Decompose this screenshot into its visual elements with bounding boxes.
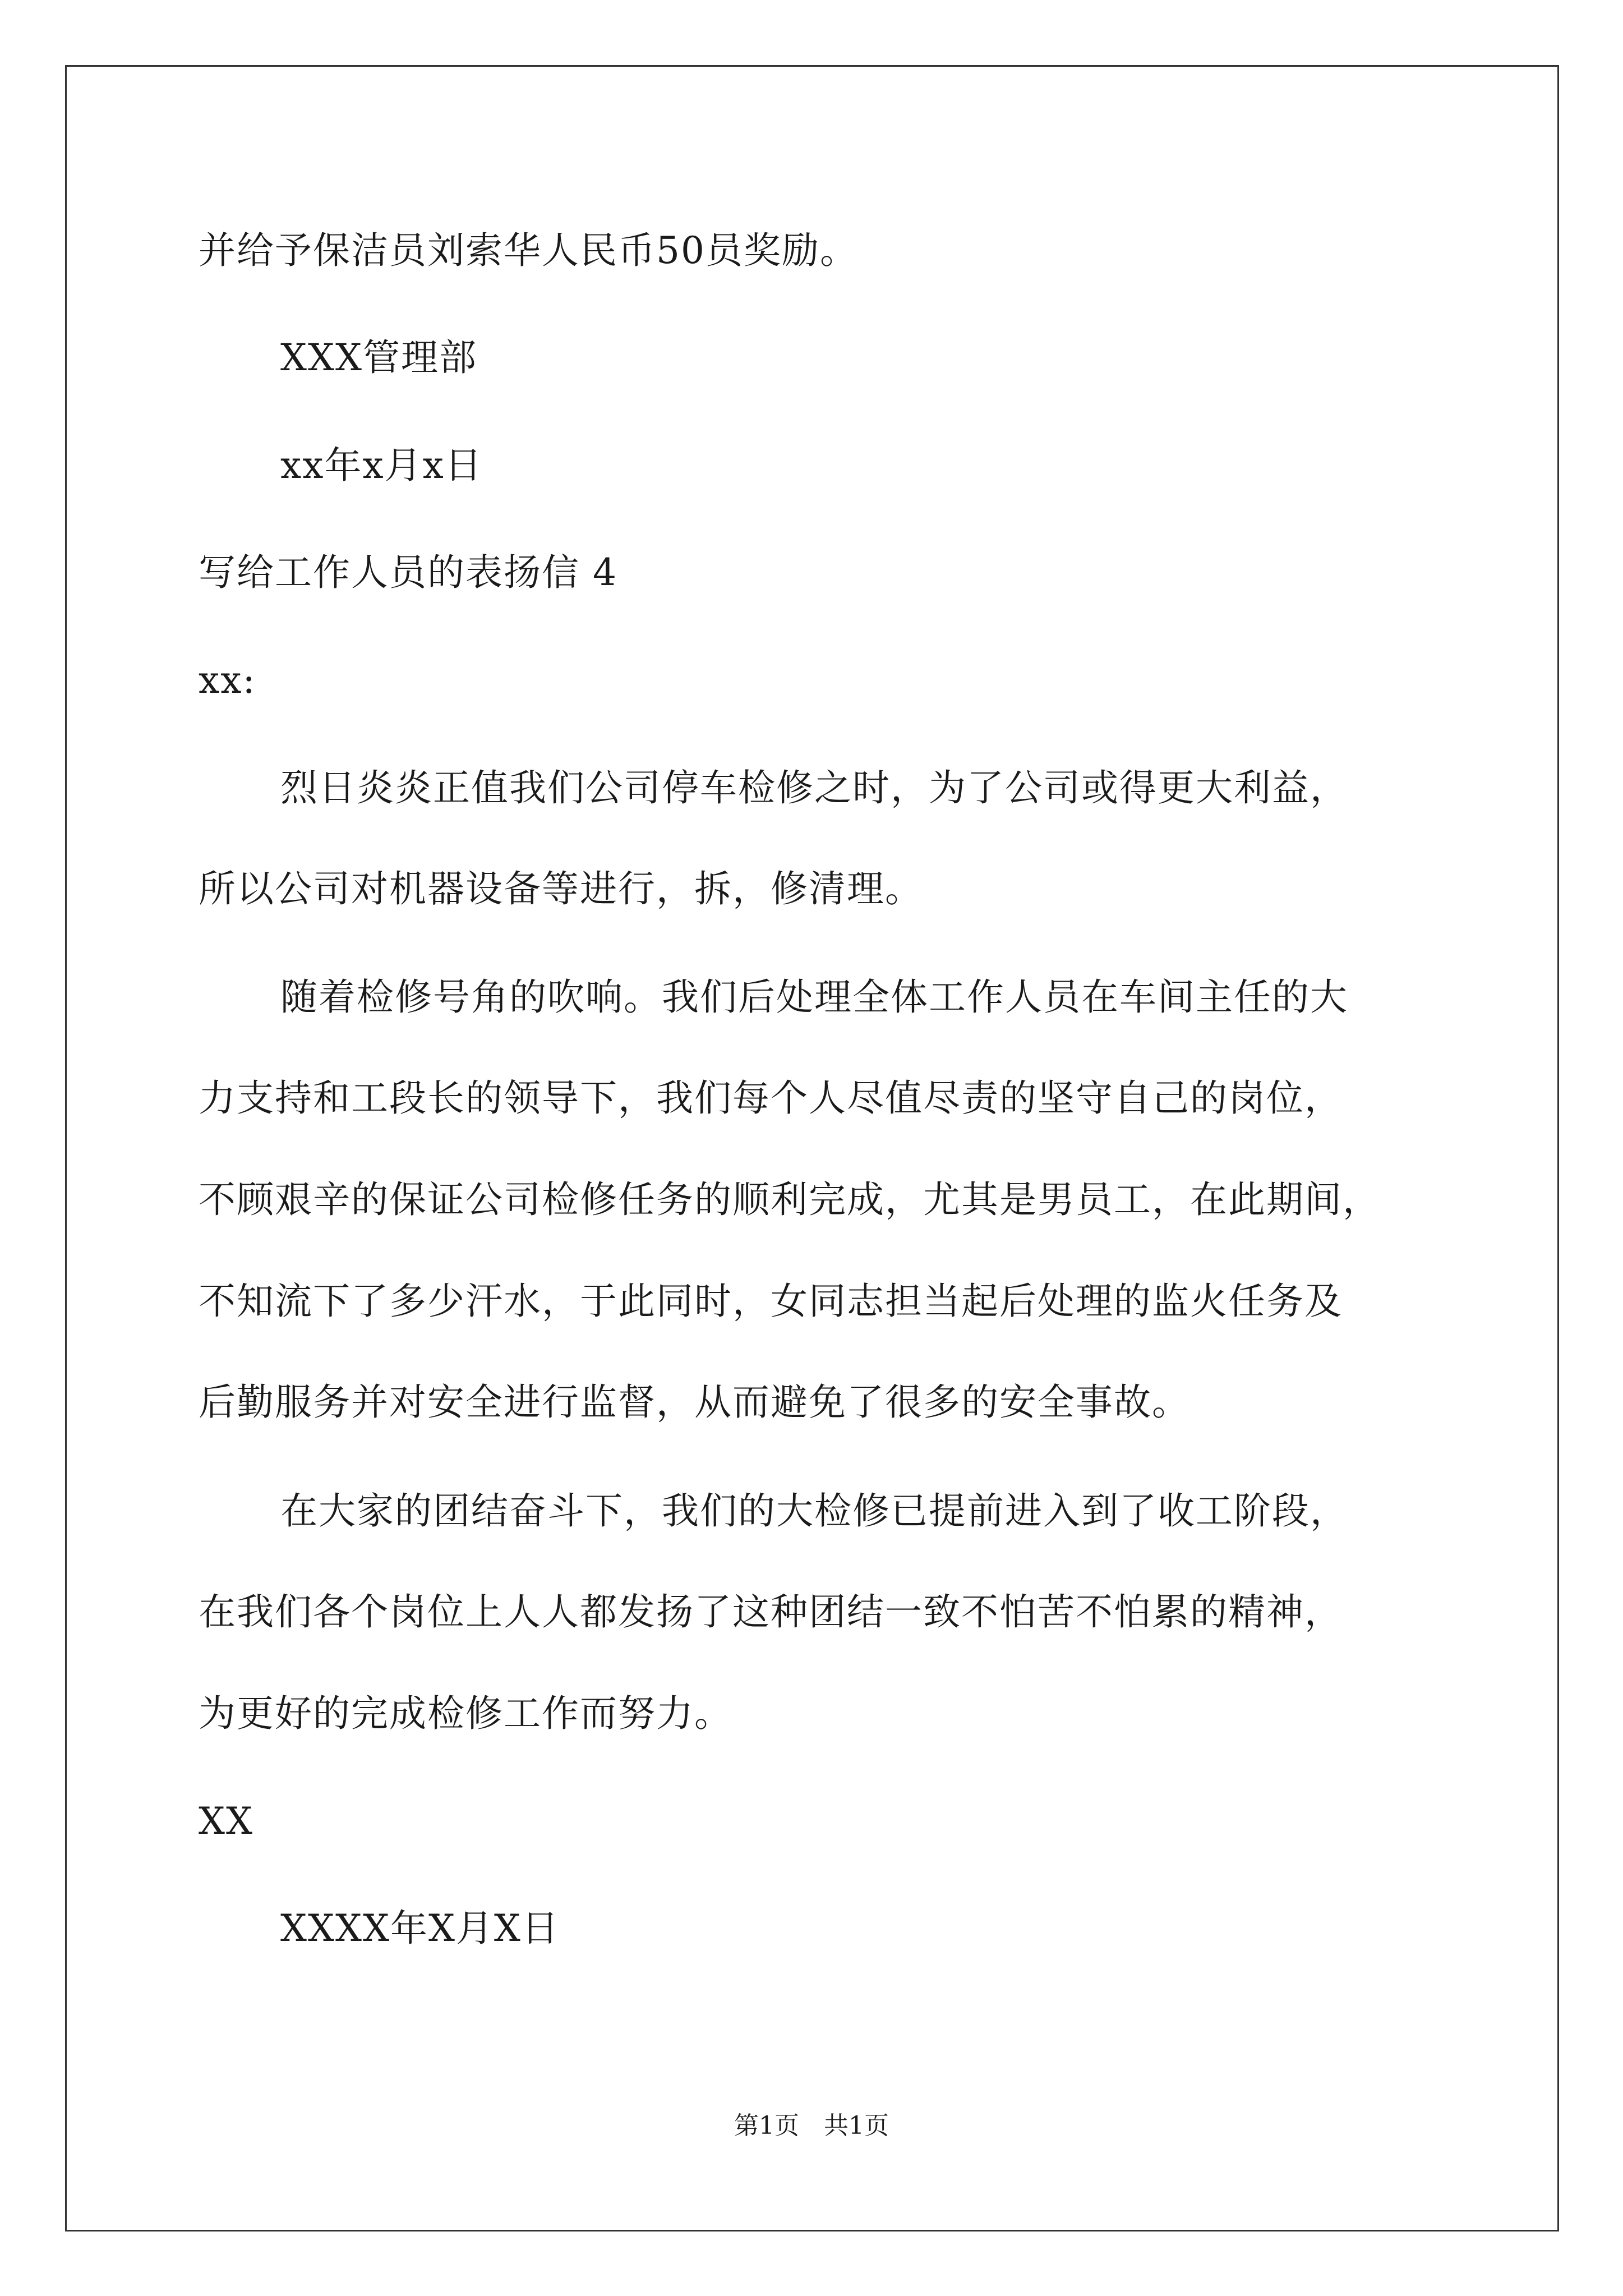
- letter-title: 写给工作人员的表扬信 4: [199, 551, 617, 594]
- signature-date: XXXX年X月X日: [280, 1907, 560, 1950]
- paragraph-3-line-2: 在我们各个岗位上人人都发扬了这种团结一致不怕苦不怕累的精神，: [199, 1590, 1343, 1634]
- text-line-date: xx年x月x日: [280, 444, 483, 487]
- paragraph-1-line-1: 烈日炎炎正值我们公司停车检修之时，为了公司或得更大利益，: [280, 766, 1348, 809]
- letter-salutation: xx:: [199, 659, 256, 702]
- paragraph-1-line-2: 所以公司对机器设备等进行，拆，修清理。: [199, 867, 923, 910]
- signature-name: XX: [199, 1800, 253, 1843]
- text-line-department: XXX管理部: [280, 336, 477, 379]
- paragraph-2-line-5: 后勤服务并对安全进行监督，从而避免了很多的安全事故。: [199, 1381, 1190, 1424]
- paragraph-2-line-2: 力支持和工段长的领导下，我们每个人尽值尽责的坚守自己的岗位，: [199, 1076, 1343, 1120]
- paragraph-2-line-1: 随着检修号角的吹响。我们后处理全体工作人员在车间主任的大: [280, 976, 1348, 1019]
- paragraph-2-line-3: 不顾艰辛的保证公司检修任务的顺利完成，尤其是男员工，在此期间，: [199, 1178, 1381, 1221]
- text-line-award: 并给予保洁员刘索华人民币50员奖励。: [199, 229, 858, 272]
- paragraph-3-line-3: 为更好的完成检修工作而努力。: [199, 1692, 732, 1735]
- page-number-footer: 第1页 共1页: [734, 2111, 889, 2140]
- paragraph-2-line-4: 不知流下了多少汗水，于此同时，女同志担当起后处理的监火任务及: [199, 1280, 1343, 1323]
- paragraph-3-line-1: 在大家的团结奋斗下，我们的大检修已提前进入到了收工阶段，: [280, 1489, 1348, 1533]
